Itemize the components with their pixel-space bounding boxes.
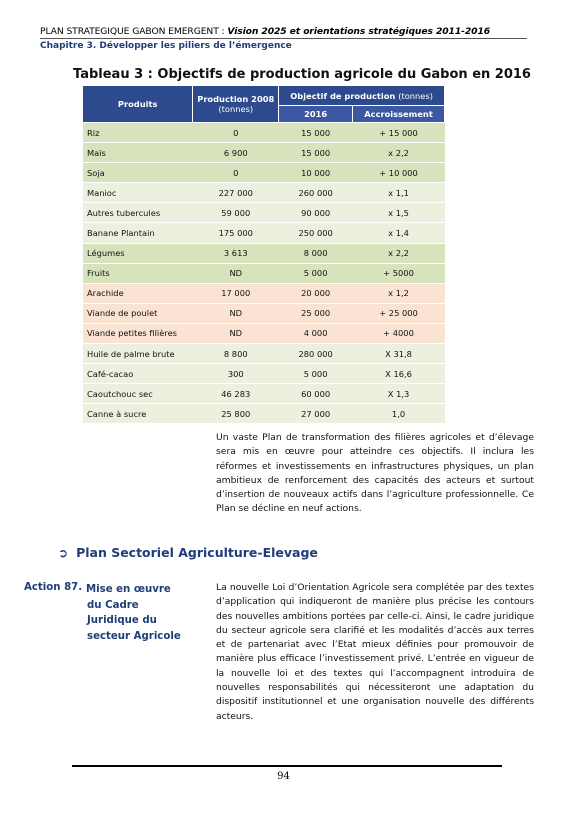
action-title [86, 582, 186, 644]
cell-objective-2016: 90 000 [279, 203, 353, 223]
cell-objective-2016: 10 000 [279, 163, 353, 183]
cell-production-2008: 8 800 [193, 344, 279, 364]
cell-product: Viande de poulet [83, 303, 193, 323]
table-row [83, 283, 445, 303]
cell-accroissement: + 5000 [353, 263, 445, 283]
production-table [83, 86, 445, 424]
table-row [83, 263, 445, 283]
cell-production-2008: 3 613 [193, 243, 279, 263]
running-header-subtitle: Vision 2025 et orientations stratégiques 2011-2016 [227, 26, 491, 37]
cell-product: Autres tubercules [83, 203, 193, 223]
cell-objective-2016: 5 000 [279, 263, 353, 283]
cell-production-2008: 6 900 [193, 143, 279, 163]
cell-production-2008: 17 000 [193, 283, 279, 303]
cell-product: Riz [83, 123, 193, 143]
header-2016: 2016 [279, 106, 353, 123]
cell-objective-2016: 25 000 [279, 303, 353, 323]
cell-objective-2016: 260 000 [279, 183, 353, 203]
cell-production-2008: 59 000 [193, 203, 279, 223]
cell-objective-2016: 8 000 [279, 243, 353, 263]
header-production-2008-unit: (tonnes) [218, 104, 254, 114]
table-row [83, 163, 445, 183]
cell-objective-2016: 15 000 [279, 123, 353, 143]
action-title-line: du Cadre [87, 599, 139, 611]
cell-accroissement: x 1,2 [353, 283, 445, 303]
cell-production-2008: 227 000 [193, 183, 279, 203]
table-row [83, 183, 445, 203]
cell-accroissement: + 4000 [353, 323, 445, 343]
cell-accroissement: X 1,3 [353, 384, 445, 404]
cell-accroissement: X 31,8 [353, 344, 445, 364]
cell-product: Huile de palme brute [83, 344, 193, 364]
table-row [83, 303, 445, 323]
cell-production-2008: 175 000 [193, 223, 279, 243]
cell-production-2008: ND [193, 303, 279, 323]
header-objectif-unit: (tonnes) [398, 90, 433, 101]
header-produits: Produits [83, 86, 193, 123]
cell-product: Canne à sucre [83, 404, 193, 424]
cell-objective-2016: 20 000 [279, 283, 353, 303]
action-title-line: secteur Agricole [87, 630, 181, 642]
cell-objective-2016: 4 000 [279, 323, 353, 343]
running-header-title: PLAN STRATEGIQUE GABON EMERGENT : [40, 26, 228, 37]
table-body [83, 123, 445, 424]
cell-product: Banane Plantain [83, 223, 193, 243]
intro-paragraph: Un vaste Plan de transformation des filières agricoles et d’élevage sera mis en œuvre pour atteindre ces objectifs. Il inclura les réformes et investissements en infrastructures physiques, un plan ambitieux de renforcement des capacités des acteurs et surtout d’insertion de nouveaux actifs dans l’agriculture professionnelle. Ce Plan se décline en neuf actions. [216, 432, 534, 515]
table-row [83, 243, 445, 263]
table-row [83, 223, 445, 243]
cell-accroissement: x 1,5 [353, 203, 445, 223]
cell-objective-2016: 250 000 [279, 223, 353, 243]
cell-product: Soja [83, 163, 193, 183]
table-row [83, 323, 445, 343]
cell-product: Légumes [83, 243, 193, 263]
footer-divider [72, 765, 502, 767]
cell-accroissement: + 10 000 [353, 163, 445, 183]
table-title: Tableau 3 : Objectifs de production agricole du Gabon en 2016 [73, 67, 531, 82]
table-row [83, 123, 445, 143]
page-number: 94 [277, 771, 290, 782]
cell-objective-2016: 60 000 [279, 384, 353, 404]
header-objectif [279, 86, 445, 106]
cell-product: Fruits [83, 263, 193, 283]
cell-objective-2016: 27 000 [279, 404, 353, 424]
cell-accroissement: X 16,6 [353, 364, 445, 384]
header-objectif-label: Objectif de production [290, 90, 396, 101]
running-header [40, 26, 490, 37]
action-title-line: Mise en œuvre [86, 584, 171, 595]
cell-product: Arachide [83, 283, 193, 303]
cell-production-2008: 0 [193, 163, 279, 183]
cell-production-2008: ND [193, 323, 279, 343]
table-row [83, 344, 445, 364]
cell-production-2008: ND [193, 263, 279, 283]
chapter-title: Chapitre 3. Développer les piliers de l’émergence [40, 41, 292, 51]
cell-accroissement: 1,0 [353, 404, 445, 424]
cell-accroissement: x 2,2 [353, 243, 445, 263]
cell-objective-2016: 15 000 [279, 143, 353, 163]
action-title-line: Juridique du [87, 615, 157, 626]
cell-product: Café-cacao [83, 364, 193, 384]
action-number: Action 87. [24, 582, 83, 593]
arrow-icon: ➲ [58, 546, 69, 560]
cell-accroissement: x 1,1 [353, 183, 445, 203]
action-paragraph: La nouvelle Loi d’Orientation Agricole sera complétée par des textes d’application qui indiqueront de manière plus précise les contours des nouvelles ambitions portées par celle-ci. Ainsi, le cadre juridique du secteur agricole sera clarifié et les modalités d’accès aux terres et de partenariat avec l’Etat mieux définies pour promouvoir de manière plus efficace l’investissement privé. L’entrée en vigueur de la nouvelle loi et des textes qui l’accompagnent introduira de nouvelles responsabilités qui nécessiteront une adaptation du dispositif institutionnel et une organisation nouvelle des différents acteurs. [216, 582, 534, 722]
cell-accroissement: x 2,2 [353, 143, 445, 163]
cell-production-2008: 25 800 [193, 404, 279, 424]
cell-product: Viande petites filières [83, 323, 193, 343]
section-heading [58, 545, 318, 560]
header-production-2008 [193, 86, 279, 123]
cell-product: Maïs [83, 143, 193, 163]
cell-production-2008: 0 [193, 123, 279, 143]
section-title: Plan Sectoriel Agriculture-Elevage [76, 545, 318, 560]
cell-accroissement: + 25 000 [353, 303, 445, 323]
table-row [83, 143, 445, 163]
table-row [83, 404, 445, 424]
header-production-2008-label: Production 2008 [197, 94, 275, 104]
cell-product: Manioc [83, 183, 193, 203]
cell-objective-2016: 280 000 [279, 344, 353, 364]
cell-accroissement: + 15 000 [353, 123, 445, 143]
table-row [83, 203, 445, 223]
table-row [83, 364, 445, 384]
header-divider [40, 38, 527, 39]
cell-product: Caoutchouc sec [83, 384, 193, 404]
cell-production-2008: 300 [193, 364, 279, 384]
cell-accroissement: x 1,4 [353, 223, 445, 243]
cell-production-2008: 46 283 [193, 384, 279, 404]
table-row [83, 384, 445, 404]
header-accroissement: Accroissement [353, 106, 445, 123]
cell-objective-2016: 5 000 [279, 364, 353, 384]
